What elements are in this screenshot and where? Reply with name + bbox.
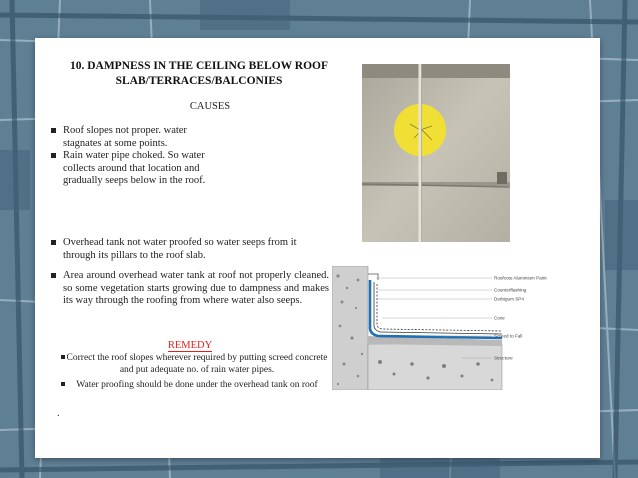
causes-list-3 xyxy=(51,270,329,308)
cause-text: Roof slopes not proper. water stagnates at some points. xyxy=(63,125,187,149)
bullet-square-icon xyxy=(51,273,56,278)
bullet-square-icon xyxy=(51,128,56,133)
cause-item xyxy=(51,237,331,262)
bullet-square-icon xyxy=(61,355,65,359)
bullet-square-icon xyxy=(51,240,56,245)
cause-item xyxy=(51,270,329,308)
trailing-mark: . xyxy=(57,408,60,419)
causes-list-1 xyxy=(51,125,221,188)
cause-text: Area around overhead water tank at roof not properly cleaned. so some vegetation starts growing due to dampness and makes its way through the roofing from where water also seeps. xyxy=(63,270,329,306)
causes-list-2 xyxy=(51,237,331,262)
waterproofing-diagram xyxy=(332,266,592,390)
remedy-item xyxy=(61,352,333,376)
diagram-label-screed: Screed to Fall xyxy=(494,333,523,339)
cause-text: Overhead tank not water proofed so water seeps from it through its pillars to the roof slab. xyxy=(63,237,297,261)
bullet-square-icon xyxy=(51,153,56,158)
remedy-heading xyxy=(145,340,235,351)
cause-item xyxy=(51,150,221,188)
diagram-label-cove: Cove xyxy=(494,315,505,321)
slide-title: 10. DAMPNESS IN THE CEILING BELOW ROOF SLAB/TERRACES/BALCONIES xyxy=(69,60,329,87)
remedy-heading-text: REMEDY xyxy=(167,340,213,351)
diagram-label-structure: Structure xyxy=(494,355,513,361)
diagram-label-roof-paint: Roofcote Aluminium Paint xyxy=(494,275,547,281)
diagram-label-counterflashing: Counterflashing xyxy=(494,287,527,293)
remedy-text: Water proofing should be done under the overhead tank on roof xyxy=(76,380,318,390)
cause-item xyxy=(51,125,221,150)
remedy-text: Correct the roof slopes wherever required by putting screed concrete and put adequate no. of rain water pipes. xyxy=(66,353,328,375)
causes-heading: CAUSES xyxy=(189,101,231,112)
ceiling-damp-photo xyxy=(362,64,510,242)
remedy-list-1 xyxy=(61,352,333,376)
slide-card xyxy=(35,38,600,458)
cause-text: Rain water pipe choked. So water collects around that location and gradually seeps below in the roof. xyxy=(63,150,206,186)
bullet-square-icon xyxy=(61,382,65,386)
remedy-list-2 xyxy=(61,379,333,391)
remedy-item xyxy=(61,379,333,391)
diagram-label-derbigum: Derbigum SP4 xyxy=(494,296,524,302)
